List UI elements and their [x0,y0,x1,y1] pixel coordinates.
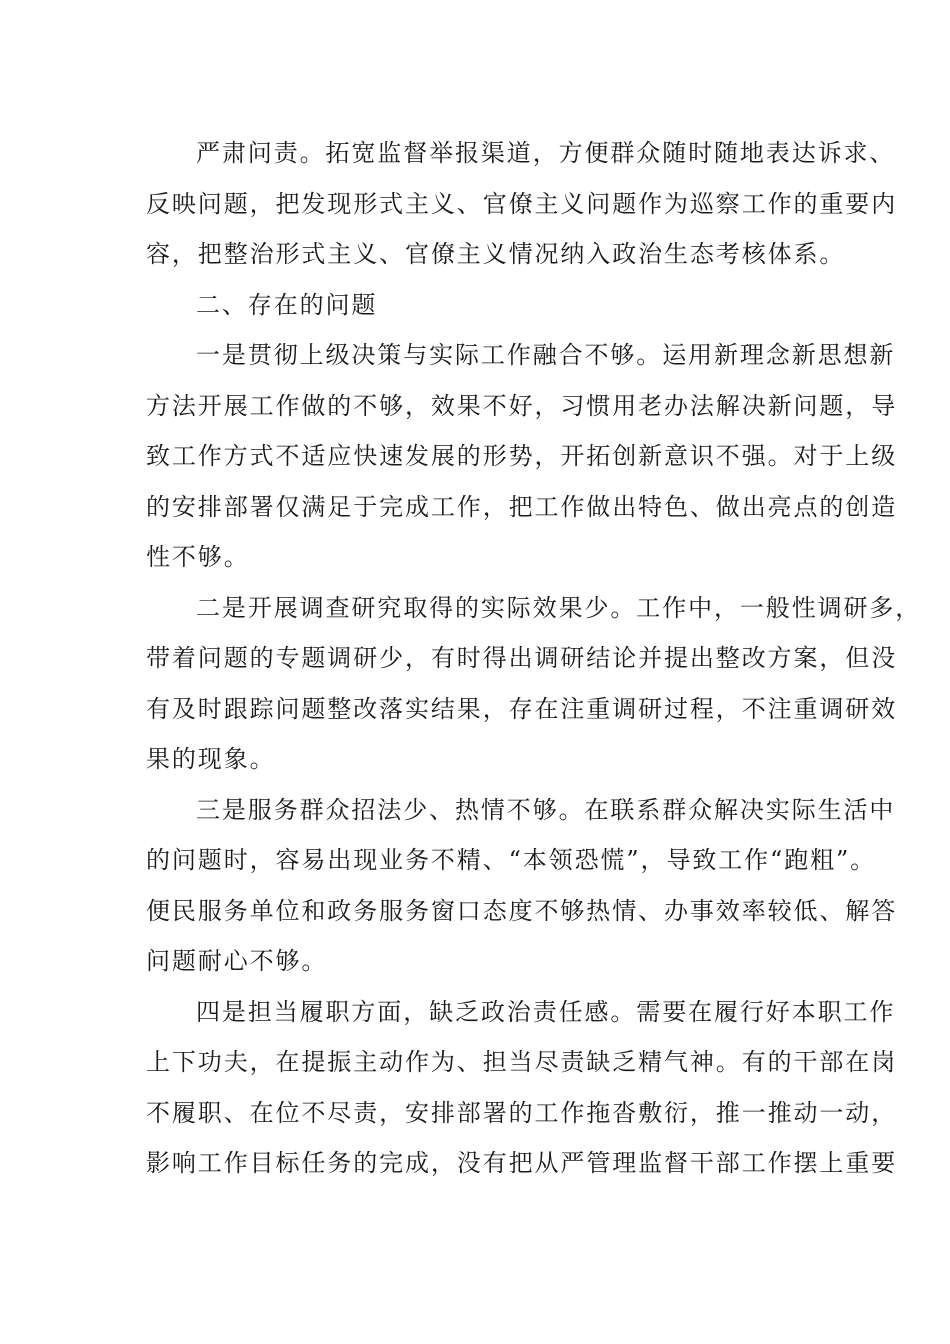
paragraph-line: 三是服务群众招法少、热情不够。在联系群众解决实际生活中 [196,795,896,824]
paragraph-line: 的安排部署仅满足于完成工作，把工作做出特色、做出亮点的创造 [146,492,898,521]
paragraph-line: 反映问题，把发现形式主义、官僚主义问题作为巡察工作的重要内 [146,189,898,218]
paragraph-line: 带着问题的专题调研少，有时得出调研结论并提出整改方案，但没 [146,644,898,672]
paragraph-line: 不履职、在位不尽责，安排部署的工作拖沓敷衍，推一推动一动， [146,1098,898,1127]
paragraph-line: 一是贯彻上级决策与实际工作融合不够。运用新理念新思想新 [196,341,896,369]
paragraph-line: 的问题时，容易出现业务不精、“本领恐慌”，导致工作“跑粗”。 [146,846,877,874]
section-heading: 二、存在的问题 [196,290,378,319]
paragraph-line: 二是开展调查研究取得的实际效果少。工作中，一般性调研多， [196,593,922,622]
paragraph-1 [146,128,898,280]
paragraph-line: 果的现象。 [146,745,276,773]
paragraph-2 [146,330,898,583]
paragraph-4 [146,785,898,987]
paragraph-line: 便民服务单位和政务服务窗口态度不够热情、办事效率较低、解答 [146,896,898,925]
paragraph-line: 容，把整治形式主义、官僚主义情况纳入政治生态考核体系。 [146,240,846,268]
paragraph-line: 上下功夫，在提振主动作为、担当尽责缺乏精气神。有的干部在岗 [146,1048,898,1076]
paragraph-line: 致工作方式不适应快速发展的形势，开拓创新意识不强。对于上级 [146,442,898,470]
document-body [146,128,922,1189]
paragraph-line: 四是担当履职方面，缺乏政治责任感。需要在履行好本职工作 [196,997,896,1026]
paragraph-line: 影响工作目标任务的完成，没有把从严管理监督干部工作摆上重要 [146,1149,898,1177]
paragraph-line: 严肃问责。拓宽监督举报渠道，方便群众随时随地表达诉求、 [196,139,896,167]
paragraph-line: 性不够。 [146,543,250,571]
paragraph-line: 问题耐心不够。 [146,947,328,975]
paragraph-line: 方法开展工作做的不够，效果不好，习惯用老办法解决新问题，导 [146,391,898,420]
paragraph-3 [146,583,922,785]
paragraph-5 [146,987,898,1189]
paragraph-line: 有及时跟踪问题整改落实结果，存在注重调研过程，不注重调研效 [146,694,898,723]
